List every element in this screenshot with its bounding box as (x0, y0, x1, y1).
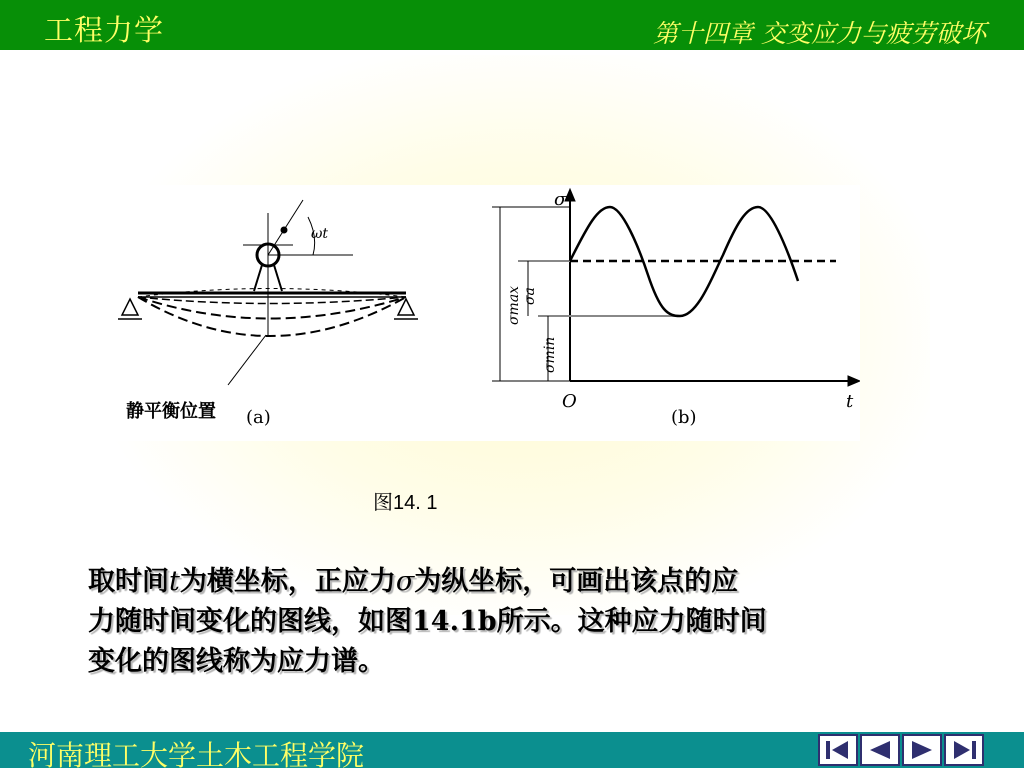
paragraph-line-1 (88, 562, 948, 602)
panel-b-origin-label: O (562, 391, 577, 412)
body-paragraph (88, 562, 948, 682)
panel-b-sigma-a-label: σa (522, 287, 538, 305)
panel-a-note: 静平衡位置 (126, 401, 216, 422)
text-segment: 为横坐标，正应力 (179, 566, 396, 597)
last-page-icon (950, 739, 978, 761)
figure-caption: 图14. 1 (373, 492, 438, 514)
panel-a-label: (a) (246, 407, 271, 428)
panel-b-sigma-max-label: σmax (506, 285, 522, 325)
header-bar (0, 0, 1024, 50)
paragraph-line-2: 力随时间变化的图线，如图14.1b所示。这种应力随时间 (88, 606, 767, 637)
text-segment: 为纵坐标，可画出该点的应 (414, 566, 739, 597)
panel-a-angle-label: ωt (311, 226, 329, 242)
panel-b-sigma-min-label: σmin (542, 336, 558, 373)
school-name: 河南理工大学土木工程学院 (28, 739, 365, 772)
next-page-icon (908, 739, 936, 761)
course-title: 工程力学 (44, 13, 165, 47)
previous-page-button[interactable] (860, 734, 900, 766)
symbol-sigma: σ (395, 566, 415, 597)
next-page-button[interactable] (902, 734, 942, 766)
previous-page-icon (866, 739, 894, 761)
paragraph-line-3: 变化的图线称为应力谱。 (88, 646, 385, 677)
symbol-t: t (169, 566, 180, 597)
panel-b-x-axis-label: t (846, 391, 854, 412)
last-page-button[interactable] (944, 734, 984, 766)
first-page-button[interactable] (818, 734, 858, 766)
figure-14-1 (108, 185, 860, 441)
panel-a-beam (118, 200, 418, 385)
chapter-title: 第十四章 交变应力与疲劳破坏 (653, 19, 986, 48)
text-segment: 取时间 (88, 566, 169, 597)
slide-navigation (818, 734, 984, 766)
figure-drawing (108, 185, 860, 441)
panel-b-y-axis-label: σ (554, 189, 567, 210)
first-page-icon (824, 739, 852, 761)
panel-b-label: (b) (671, 407, 697, 428)
